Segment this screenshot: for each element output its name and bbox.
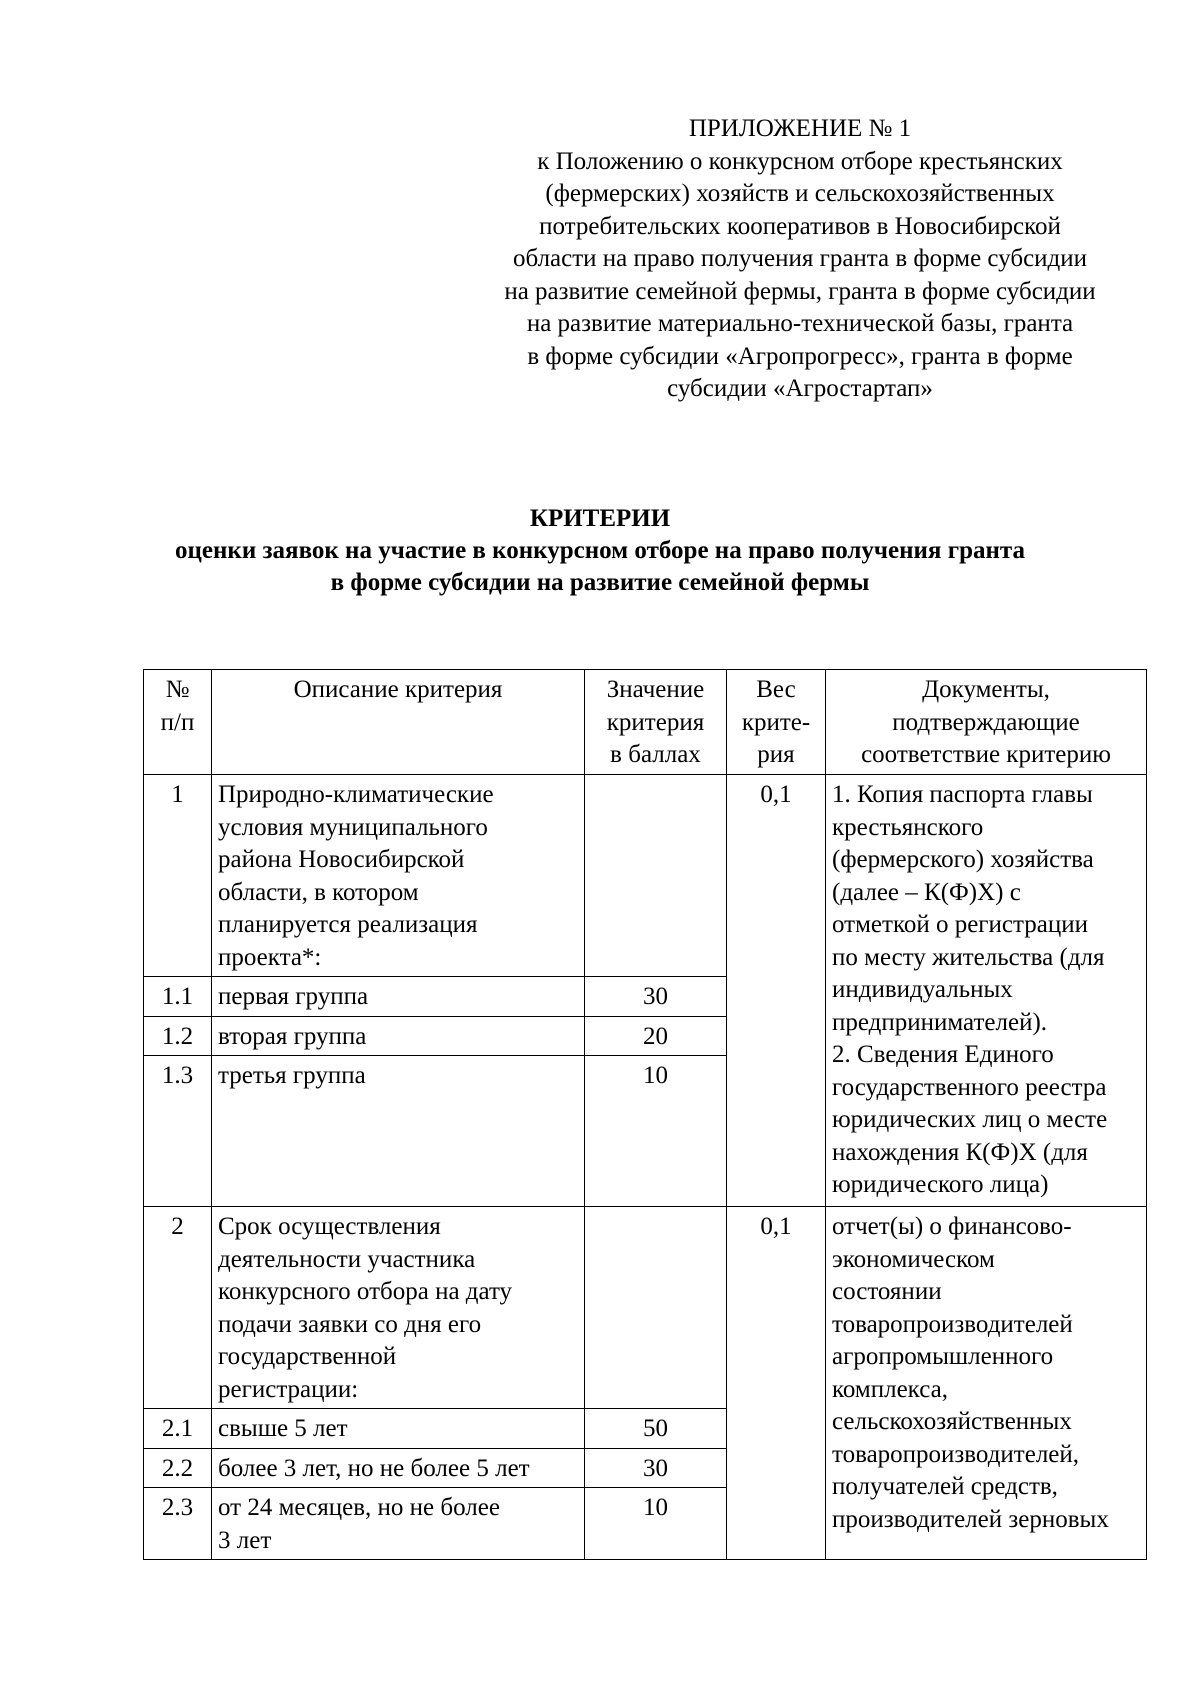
subcriterion-score: 20 — [585, 1016, 727, 1056]
appendix-line: потребительских кооперативов в Новосибирской — [539, 212, 1061, 240]
criterion-documents: отчет(ы) о финансово- экономическом состоянии товаропроизводителей агропромышленного комплекса, сельскохозяйственных товаропроизводителей, получателей средств, производителей зерновых — [826, 1207, 1147, 1560]
appendix-line: на развитие материально-технической базы, гранта — [526, 310, 1074, 337]
subcriterion-description: первая группа — [212, 977, 585, 1017]
subcriterion-number: 1.1 — [144, 977, 212, 1017]
header-score: Значение критерия в баллах — [585, 670, 727, 775]
title-subtitle-line: оценки заявок на участие в конкурсном отборе на право получения гранта — [175, 537, 1025, 564]
header-weight: Вес крите- рия — [727, 670, 826, 775]
table-header-row — [144, 670, 1147, 775]
criterion-description: Природно-климатические условия муниципального района Новосибирской области, в котором планируется реализация проекта*: — [212, 775, 585, 977]
criterion-description: Срок осуществления деятельности участника конкурсного отбора на дату подачи заявки со дня его государственной регистрации: — [212, 1207, 585, 1409]
subcriterion-description: свыше 5 лет — [212, 1409, 585, 1449]
criterion-documents: 1. Копия паспорта главы крестьянского (фермерского) хозяйства (далее – К(Ф)Х) с отметкой о регистрации по месту жительства (для индивидуальных предпринимателей). 2. Сведения Единого государственного реестра юридических лиц о месте нахождения К(Ф)Х (для юридического лица) — [826, 775, 1147, 1207]
table-row — [144, 775, 1147, 977]
subcriterion-score: 10 — [585, 1056, 727, 1207]
appendix-line: в форме субсидии «Агропрогресс», гранта в форме — [527, 342, 1073, 370]
subcriterion-score: 30 — [585, 1448, 727, 1488]
subcriterion-number: 2.1 — [144, 1409, 212, 1449]
appendix-line: субсидии «Агростартап» — [667, 375, 933, 402]
title-heading: КРИТЕРИИ — [529, 505, 671, 532]
appendix-line: ПРИЛОЖЕНИЕ № 1 — [688, 115, 912, 142]
appendix-line: (фермерских) хозяйств и сельскохозяйственных — [545, 180, 1055, 207]
title-subtitle-line: в форме субсидии на развитие семейной фермы — [330, 569, 870, 596]
header-description: Описание критерия — [212, 670, 585, 775]
document-title — [100, 503, 1100, 599]
subcriterion-number: 1.2 — [144, 1016, 212, 1056]
appendix-header — [450, 113, 1150, 406]
criterion-weight: 0,1 — [727, 775, 826, 1207]
criterion-number: 2 — [144, 1207, 212, 1409]
criteria-table — [143, 669, 1147, 1560]
subcriterion-description: третья группа — [212, 1056, 585, 1207]
appendix-line: на развитие семейной фермы, гранта в форме субсидии — [504, 277, 1096, 305]
criterion-score — [585, 1207, 727, 1409]
subcriterion-number: 2.3 — [144, 1488, 212, 1560]
criterion-weight: 0,1 — [727, 1207, 826, 1560]
subcriterion-description: более 3 лет, но не более 5 лет — [212, 1448, 585, 1488]
subcriterion-score: 50 — [585, 1409, 727, 1449]
criterion-score — [585, 775, 727, 977]
subcriterion-description: вторая группа — [212, 1016, 585, 1056]
appendix-line: области на право получения гранта в форме субсидии — [512, 245, 1088, 272]
subcriterion-description: от 24 месяцев, но не более 3 лет — [212, 1488, 585, 1560]
subcriterion-score: 30 — [585, 977, 727, 1017]
subcriterion-score: 10 — [585, 1488, 727, 1560]
header-documents: Документы, подтверждающие соответствие критерию — [826, 670, 1147, 775]
criterion-number: 1 — [144, 775, 212, 977]
subcriterion-number: 2.2 — [144, 1448, 212, 1488]
appendix-line: к Положению о конкурсном отборе крестьянских — [537, 147, 1063, 175]
table-row — [144, 1207, 1147, 1409]
header-num: № п/п — [144, 670, 212, 775]
subcriterion-number: 1.3 — [144, 1056, 212, 1207]
